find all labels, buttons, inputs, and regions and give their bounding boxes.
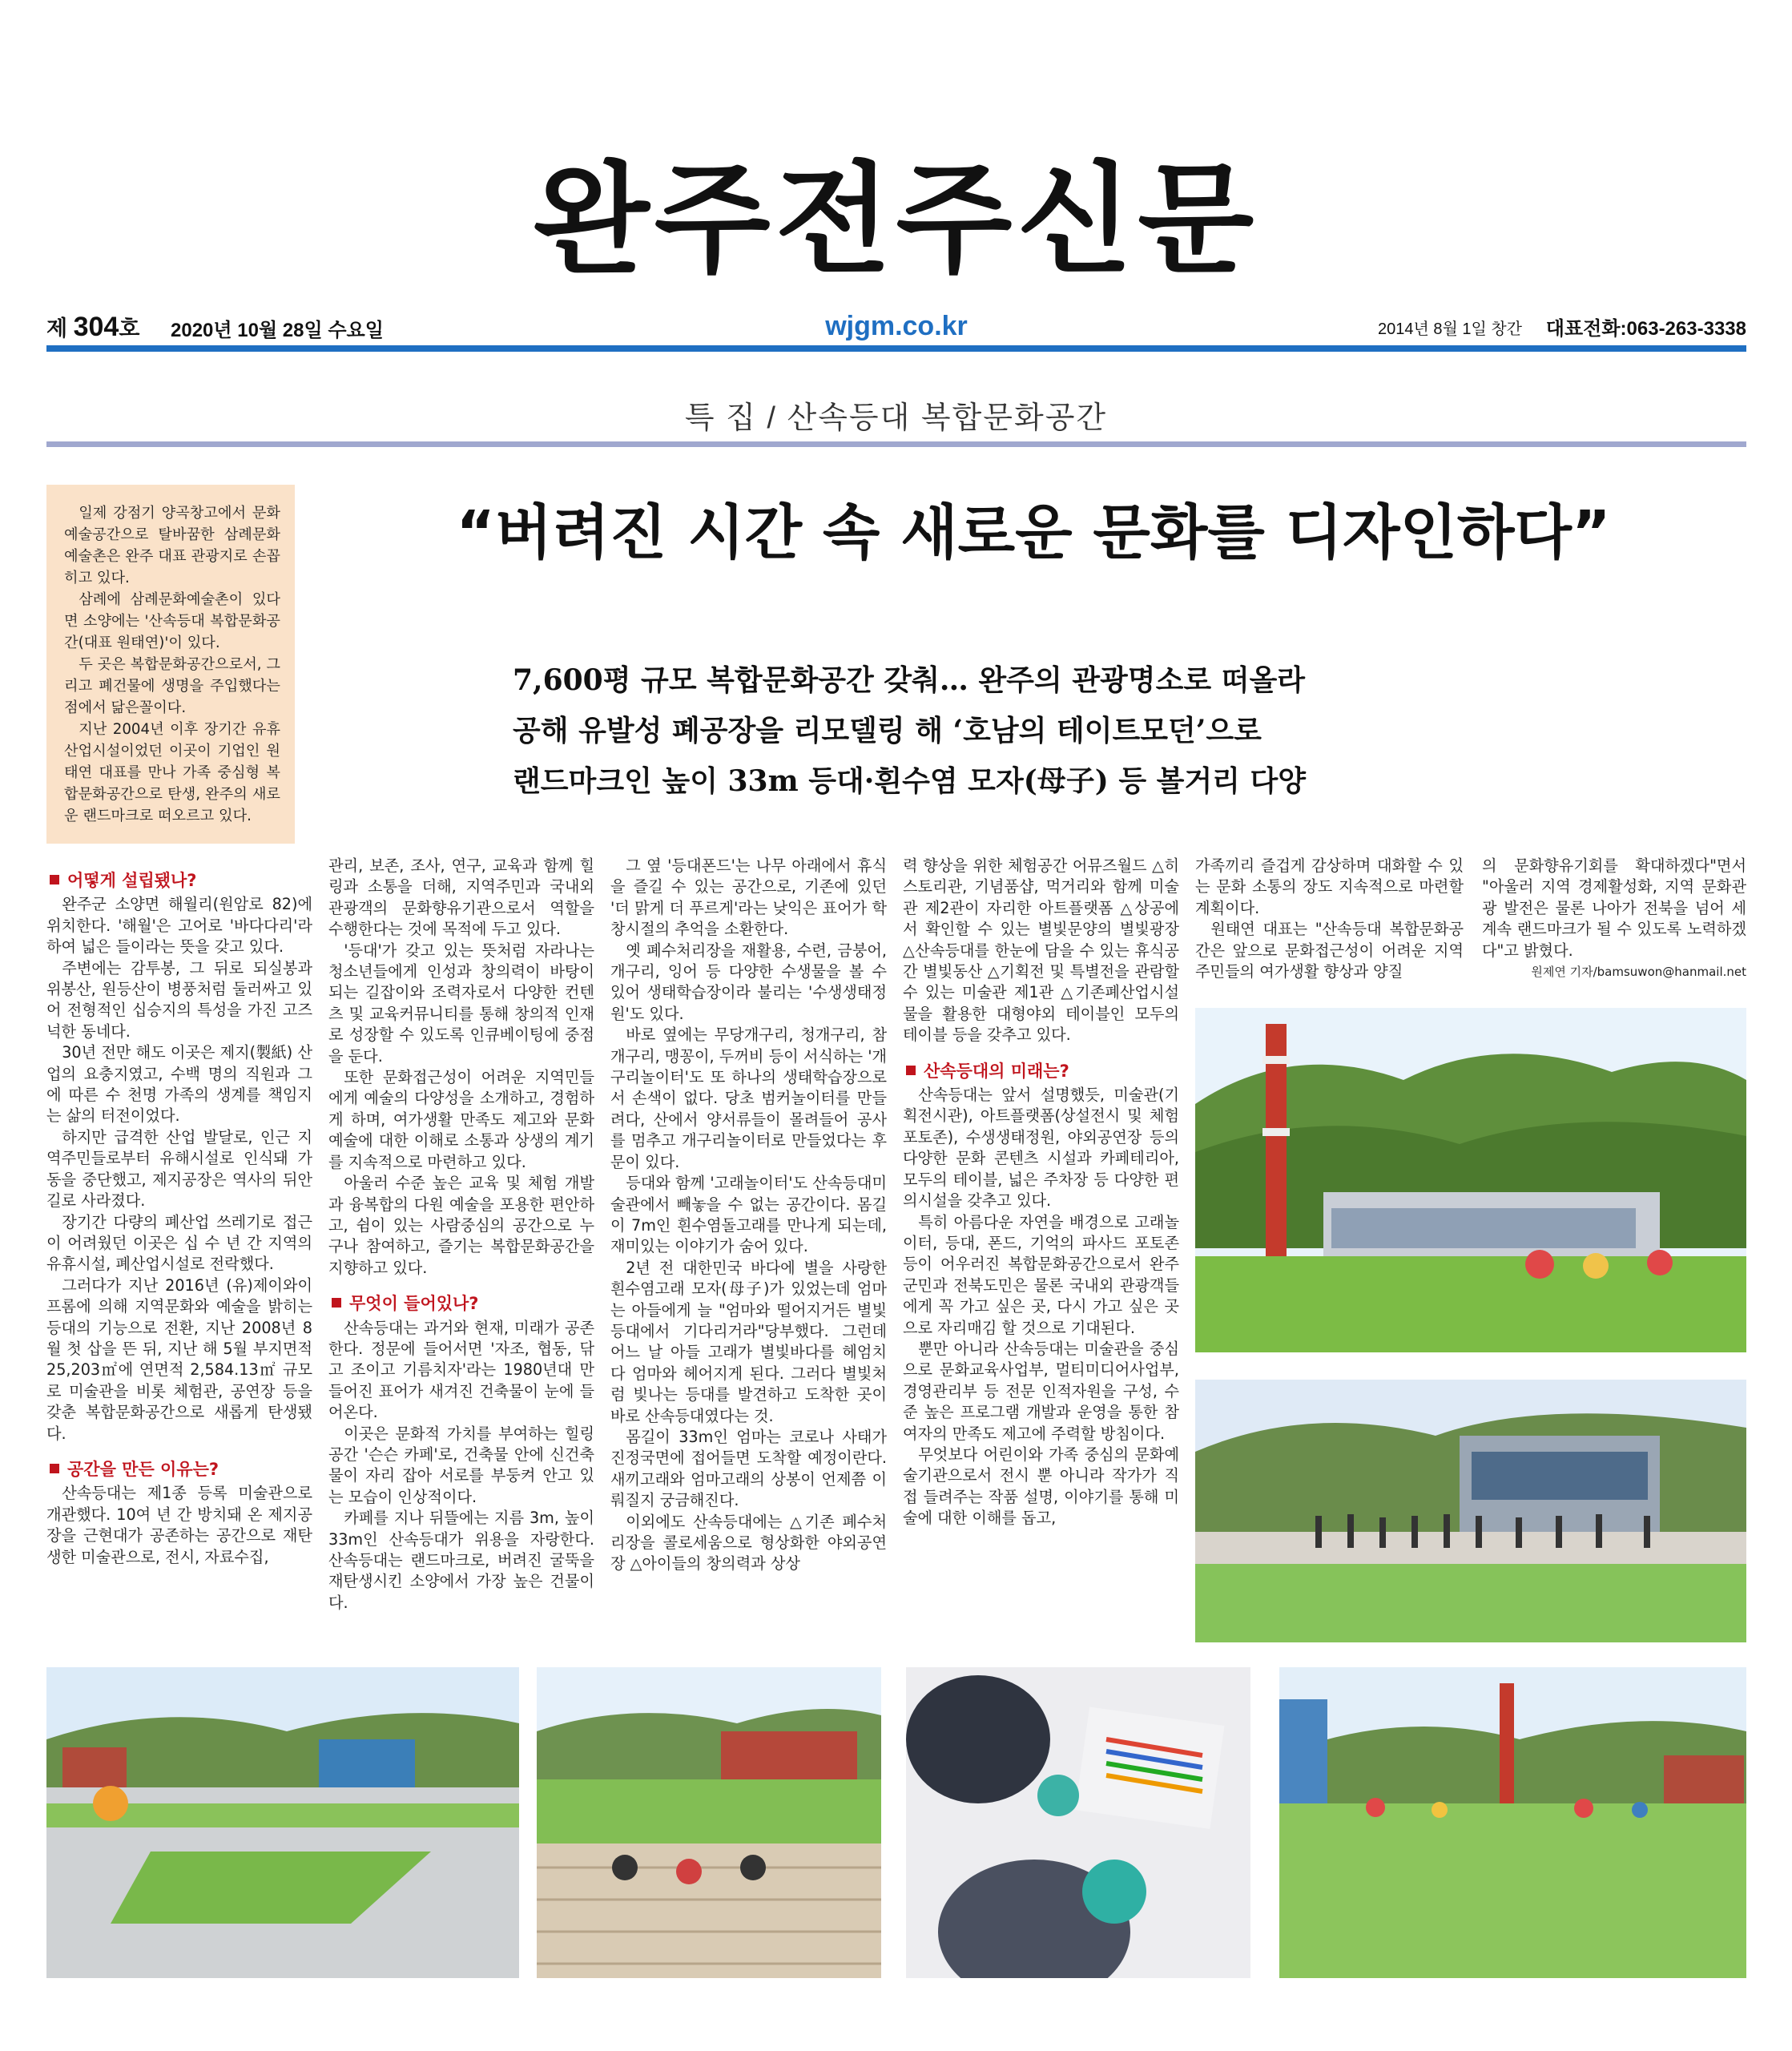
paragraph: 력 향상을 위한 체험공간 어뮤즈월드 △히스토리관, 기념품샵, 먹거리와 함께 미술관 제2관이 자리한 아트플랫폼 △상공에서 확인할 수 있는 별빛문양의 별빛광장 △산속등대를 한눈에 담을 수 있는 휴식공간 별빛동산 △기획전 및 특별전을 관람할 수 있는 미술관 제1관 △기존폐산업시설물을 활용한 대형야외 테이블인 모두의 테이블 등을 갖추고 있다. bbox=[903, 856, 1179, 1045]
paragraph: 장기간 다량의 폐산업 쓰레기로 접근이 어려웠던 이곳은 십 수 년 간 지역의 유휴시설, 폐산업시설로 전락했다. bbox=[46, 1212, 312, 1274]
article-column-3 bbox=[610, 856, 887, 1649]
red-square-icon bbox=[332, 1298, 341, 1308]
subheading: 어떻게 설립됐나? bbox=[46, 870, 312, 891]
summary-paragraph: 지난 2004년 이후 장기간 유휴산업시설이었던 이곳이 기업인 원태연 대표를 만나 가족 중심형 복합문화공간으로 탄생, 완주의 새로운 랜드마크로 떠오르고 있다. bbox=[64, 721, 280, 824]
red-square-icon bbox=[906, 1066, 916, 1075]
header-rule bbox=[46, 345, 1746, 352]
summary-paragraph: 두 곳은 복합문화공간으로서, 그리고 폐건물에 생명을 주입했다는 점에서 닮은꼴이다. bbox=[64, 656, 280, 716]
section-rule bbox=[46, 441, 1746, 447]
paragraph: 하지만 급격한 산업 발달로, 인근 지역주민들로부터 유해시설로 인식돼 가동을 중단했고, 제지공장은 역사의 뒤안길로 사라졌다. bbox=[46, 1127, 312, 1211]
headline: “버려진 시간 속 새로운 문화를 디자인하다” bbox=[456, 498, 1611, 567]
subhead-line: 7,600평 규모 복합문화공간 갖춰… 완주의 관광명소로 떠올라 bbox=[513, 663, 1306, 697]
paragraph: 의 문화향유기회를 확대하겠다"면서 "아울러 지역 경제활성화, 지역 문화관광 발전은 물론 나아가 전북을 넘어 세계속 랜드마크가 될 수 있도록 노력하겠다"고 밝혔다. bbox=[1482, 856, 1746, 960]
paragraph: 산속등대는 제1종 등록 미술관으로 개관했다. 10여 년 간 방치돼 온 제지공장을 근현대가 공존하는 공간으로 재탄생한 미술관으로, 전시, 자료수집, bbox=[46, 1484, 312, 1566]
issue-number: 제 304호 bbox=[46, 312, 140, 342]
article-column-4 bbox=[903, 856, 1179, 1649]
paragraph: 주변에는 감투봉, 그 뒤로 되실봉과 위봉산, 원등산이 병풍처럼 둘러싸고 있어 전형적인 십승지의 특성을 가진 고즈넉한 동네다. bbox=[46, 958, 312, 1041]
plaza-photo bbox=[46, 1667, 519, 1978]
visitors-crowd-photo bbox=[1195, 1380, 1746, 1642]
lighthouse-tower-photo bbox=[1195, 1008, 1746, 1352]
paragraph: 무엇보다 어린이와 가족 중심의 문화예술기관으로서 전시 뿐 아니라 작가가 직접 들려주는 작품 설명, 이야기를 통해 미술에 대한 이해를 돕고, bbox=[903, 1445, 1179, 1528]
paragraph: 30년 전만 해도 이곳은 제지(製紙) 산업의 요충지였고, 수백 명의 직원과 그에 따른 수 천명 가족의 생계를 책임지는 삶의 터전이었다. bbox=[46, 1043, 312, 1126]
subheading: 공간을 만든 이유는? bbox=[46, 1459, 312, 1480]
summary-box bbox=[46, 485, 295, 844]
paragraph: 옛 폐수처리장을 재활용, 수련, 금붕어, 개구리, 잉어 등 다양한 수생물을 볼 수 있어 생태학습장이라 불리는 '수생생태정원'도 있다. bbox=[610, 941, 887, 1023]
paragraph: 이외에도 산속등대에는 △기존 폐수처리장을 콜로세움으로 형상화한 야외공연장 △아이들의 창의력과 상상 bbox=[610, 1512, 887, 1574]
red-square-icon bbox=[50, 875, 59, 884]
paragraph: '등대'가 갖고 있는 뜻처럼 자라나는 청소년들에게 인성과 창의력이 바탕이 되는 길잡이와 조력자로서 다양한 컨텐츠 및 교육커뮤니티를 통해 창의적 인재로 성장할 수 있도록 인큐베이팅에 중점을 둔다. bbox=[328, 941, 594, 1066]
paragraph: 카페를 지나 뒤뜰에는 지름 3m, 높이 33m인 산속등대가 위용을 자랑한다. 산속등대는 랜드마크로, 버려진 굴뚝을 재탄생시킨 소양에서 가장 높은 건물이다. bbox=[328, 1509, 594, 1612]
paragraph: 아울러 수준 높은 교육 및 체험 개발과 융복합의 다원 예술을 포용한 편안하고, 쉼이 있는 사람중심의 공간으로 누구나 참여하고, 즐기는 복합문화공간을 지향하고 있다. bbox=[328, 1174, 594, 1277]
masthead-title: 완주전주신문 bbox=[533, 151, 1259, 290]
paragraph: 그러다가 지난 2016년 (유)제이와이프롬에 의해 지역문화와 예술을 밝히는 등대의 기능으로 전환, 지난 2008년 8월 첫 삽을 뜬 뒤, 지난 해 5월 부지면적 25,203㎡에 연면적 2,584.13㎡ 규모로 미술관을 비롯 체험관, 공연장 등을 갖춘 복합문화공간으로 새롭게 탄생됐다. bbox=[46, 1275, 312, 1443]
paragraph: 2년 전 대한민국 바다에 별을 사랑한 흰수염고래 모자(母子)가 있었는데 엄마는 아들에게 늘 "엄마와 떨어지거든 별빛등대에서 기다리거라"당부했다. 그런데 어느 날 아들 고래가 별빛바다를 헤엄치다 엄마와 헤어지게 된다. 그러다 별빛처럼 빛나는 등대를 발견하고 도착한 곳이 바로 산속등대였다는 것. bbox=[610, 1258, 887, 1425]
article-column-6 bbox=[1482, 856, 1746, 1000]
subheads bbox=[513, 655, 1746, 807]
paragraph: 몸길이 33m인 엄마는 코로나 사태가 진정국면에 접어들면 도착할 예정이란다. 새끼고래와 엄마고래의 상봉이 언제쯤 이뤄질지 궁금해진다. bbox=[610, 1427, 887, 1510]
paragraph: 뿐만 아니라 산속등대는 미술관을 중심으로 문화교육사업부, 멀티미디어사업부, 경영관리부 등 전문 인적자원을 구성, 수준 높은 프로그램 개발과 운영을 통한 참여자의 만족도 제고에 주력할 방침이다. bbox=[903, 1339, 1179, 1443]
info-bar bbox=[46, 311, 1746, 343]
paragraph: 또한 문화접근성이 어려운 지역민들에게 예술의 다양성을 소개하고, 경험하게 하며, 여가생활 만족도 제고와 문화예술에 대한 이해로 소통과 상생의 계기를 지속적으로 마련하고 있다. bbox=[328, 1068, 594, 1171]
children-craft-photo bbox=[906, 1667, 1250, 1978]
phone-number: 대표전화:063-263-3338 bbox=[1545, 318, 1746, 340]
subhead-line: 공해 유발성 폐공장을 리모델링 해 ‘호남의 테이트모던’으로 bbox=[513, 714, 1262, 747]
lawn-tents-photo bbox=[1279, 1667, 1746, 1978]
paragraph: 원태연 대표는 "산속등대 복합문화공간은 앞으로 문화접근성이 어려운 지역 주민들의 여가생활 향상과 양질 bbox=[1195, 920, 1464, 981]
paragraph: 바로 옆에는 무당개구리, 청개구리, 참개구리, 맹꽁이, 두꺼비 등이 서식하는 '개구리놀이터'도 또 하나의 생태학습장으로서 손색이 없다. 당초 범커놀이터를 만들려다, 산에서 양서류들이 몰려들어 공사를 멈추고 개구리놀이터로 만들었다는 후문이 있다. bbox=[610, 1026, 887, 1171]
paragraph: 이곳은 문화적 가치를 부여하는 힐링공간 '슨슨 카페'로, 건축물 안에 신건축물이 자리 잡아 서로를 부둥켜 안고 있는 모습이 인상적이다. bbox=[328, 1424, 594, 1506]
article-column-1 bbox=[46, 856, 312, 1649]
article-column-5 bbox=[1195, 856, 1464, 1000]
paragraph: 산속등대는 앞서 설명했듯, 미술관(기획전시관), 아트플랫폼(상설전시 및 체험 포토존), 수생생태정원, 야외공연장 등의 다양한 문화 콘텐츠 시설과 카페테리아, 모두의 테이블, 넓은 주차장 등 다양한 편의시설을 갖추고 있다. bbox=[903, 1086, 1179, 1211]
issue-date: 2020년 10월 28일 수요일 bbox=[171, 320, 384, 341]
paragraph: 특히 아름다운 자연을 배경으로 고래놀이터, 등대, 폰드, 기억의 파사드 포토존 등이 어우러진 복합문화공간으로서 완주군민과 전북도민은 물론 국내외 관광객들에게 꼭 가고 싶은 곳, 다시 가고 싶은 곳으로 자리매김 할 것으로 기대된다. bbox=[903, 1212, 1179, 1337]
deck-seating-photo bbox=[537, 1667, 881, 1978]
article-column-2 bbox=[328, 856, 594, 1649]
paragraph: 관리, 보존, 조사, 연구, 교육과 함께 힐링과 소통을 더해, 지역주민과 국내외 관광객의 문화향유기관으로서 역할을 수행한다는 것에 목적에 두고 있다. bbox=[328, 856, 594, 939]
paragraph: 산속등대는 과거와 현재, 미래가 공존한다. 정문에 들어서면 '자조, 협동, 닦고 조이고 기름치자'라는 1980년대 만들어진 표어가 새겨진 건축물이 눈에 들어온다. bbox=[328, 1318, 594, 1422]
summary-paragraph: 삼례에 삼례문화예술촌이 있다면 소양에는 '산속등대 복합문화공간(대표 원태연)'이 있다. bbox=[64, 591, 280, 651]
subhead-line: 랜드마크인 높이 33m 등대·흰수염 모자(母子) 등 볼거리 다양 bbox=[513, 764, 1307, 798]
red-square-icon bbox=[50, 1464, 59, 1473]
summary-paragraph: 일제 강점기 양곡창고에서 문화예술공간으로 탈바꿈한 삼례문화예술촌은 완주 대표 관광지로 손꼽히고 있다. bbox=[64, 505, 280, 586]
byline: 원제연 기자/bamsuwon@hanmail.net bbox=[1531, 965, 1746, 980]
founded-date: 2014년 8월 1일 창간 bbox=[1377, 320, 1522, 338]
paragraph: 가족끼리 즐겁게 감상하며 대화할 수 있는 문화 소통의 장도 지속적으로 마련할 계획이다. bbox=[1195, 856, 1464, 917]
subheading: 산속등대의 미래는? bbox=[903, 1061, 1179, 1082]
subheading: 무엇이 들어있나? bbox=[328, 1293, 594, 1314]
section-label: 특 집 / 산속등대 복합문화공간 bbox=[684, 401, 1108, 435]
website-link[interactable]: wjgm.co.kr bbox=[825, 311, 968, 341]
paragraph: 그 옆 '등대폰드'는 나무 아래에서 휴식을 즐길 수 있는 공간으로, 기존에 있던 '더 맑게 더 푸르게'라는 낮익은 표어가 학창시절의 추억을 소환한다. bbox=[610, 856, 887, 939]
paragraph: 완주군 소양면 해월리(원암로 82)에 위치한다. '해월'은 고어로 '바다다리'라 하여 넓은 들이라는 뜻을 갖고 있다. bbox=[46, 895, 312, 957]
paragraph: 등대와 함께 '고래놀이터'도 산속등대미술관에서 빼놓을 수 없는 공간이다. 몸길이 7m인 흰수염돌고래를 만나게 되는데, 재미있는 이야기가 숨어 있다. bbox=[610, 1174, 887, 1256]
